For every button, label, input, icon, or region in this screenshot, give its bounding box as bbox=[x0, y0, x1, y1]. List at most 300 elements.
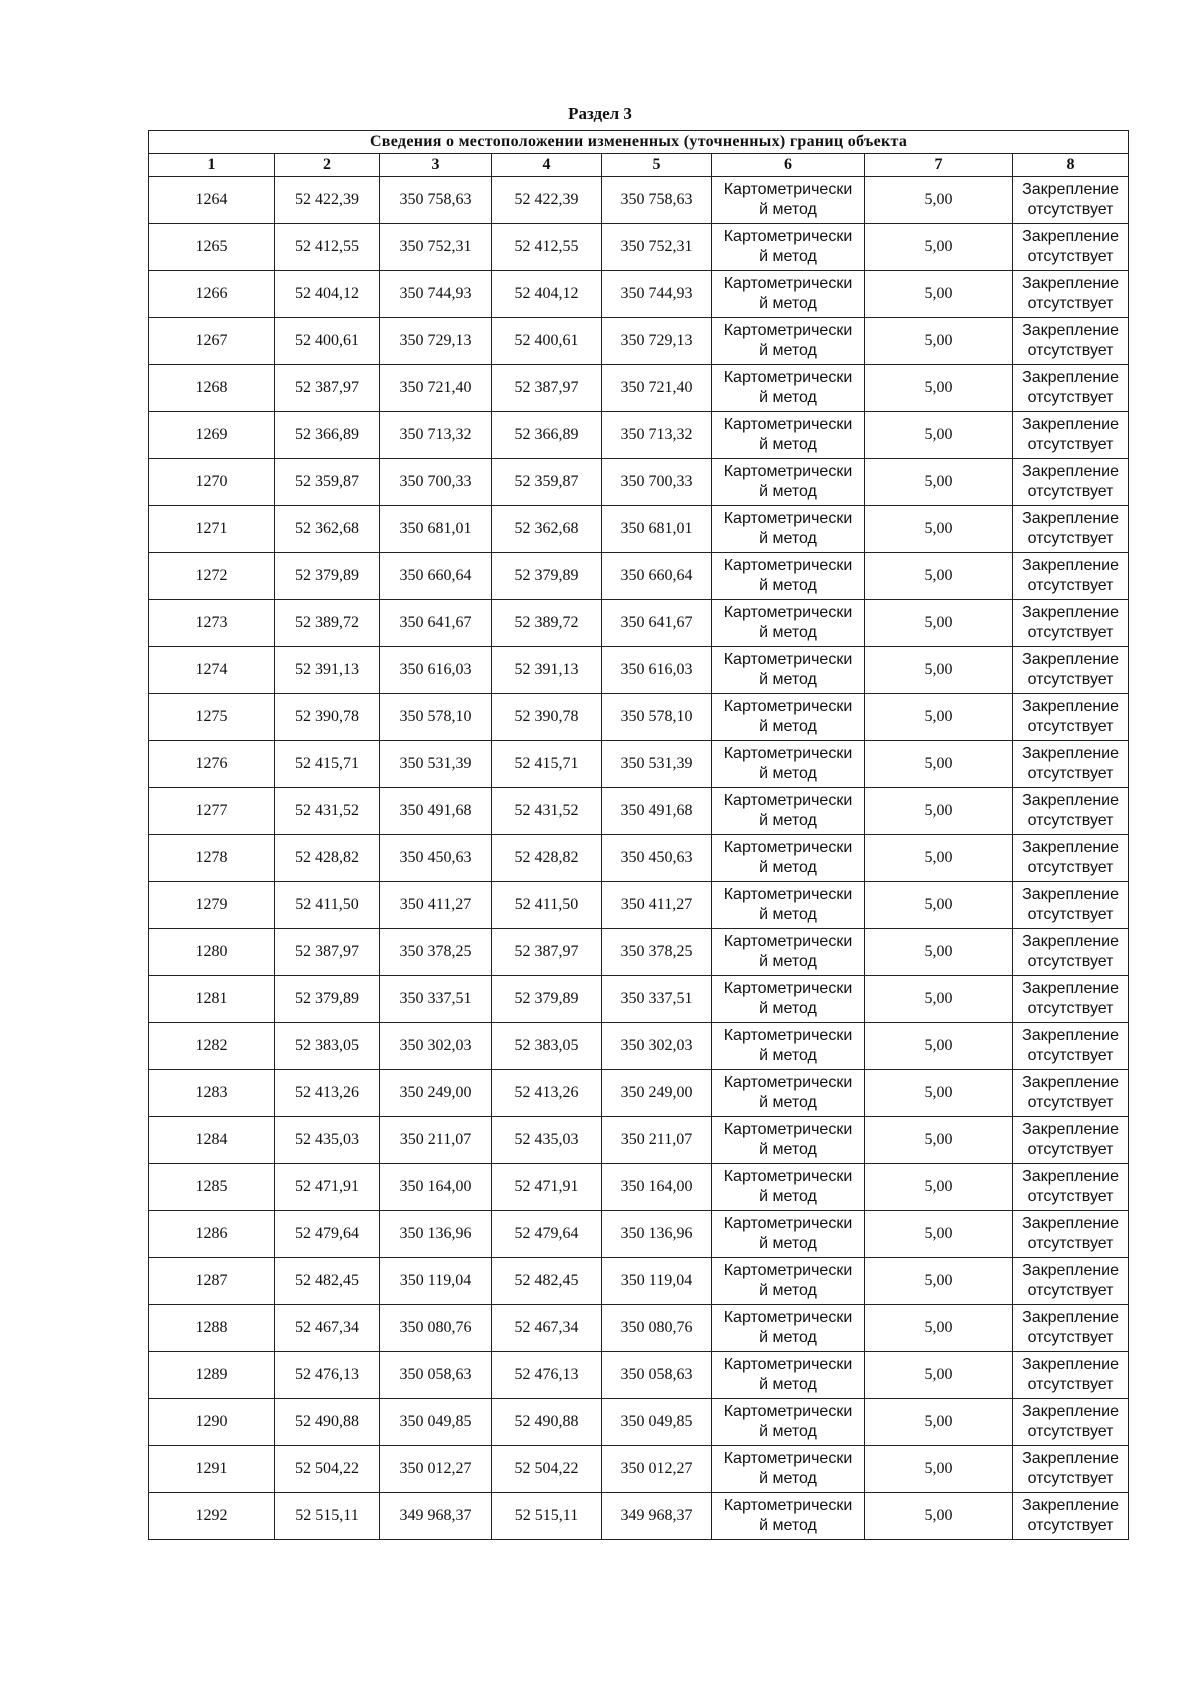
table-row bbox=[149, 1070, 1129, 1117]
fixing-line-2: отсутствует bbox=[1027, 1517, 1114, 1534]
point-number-cell: 1274 bbox=[149, 647, 275, 694]
column-number-6: 6 bbox=[712, 154, 865, 177]
accuracy-cell: 5,00 bbox=[865, 506, 1013, 553]
accuracy-cell: 5,00 bbox=[865, 177, 1013, 224]
y-old-cell: 350 249,00 bbox=[380, 1070, 492, 1117]
y-old-cell: 350 700,33 bbox=[380, 459, 492, 506]
boundary-points-table bbox=[148, 130, 1129, 1540]
fixing-line-1: Закрепление bbox=[1022, 1497, 1120, 1514]
x-new-cell: 52 476,13 bbox=[492, 1352, 602, 1399]
x-new-cell: 52 391,13 bbox=[492, 647, 602, 694]
table-row bbox=[149, 788, 1129, 835]
y-new-cell: 350 721,40 bbox=[602, 365, 712, 412]
x-new-cell: 52 362,68 bbox=[492, 506, 602, 553]
fixing-cell bbox=[1013, 1399, 1129, 1446]
x-new-cell: 52 413,26 bbox=[492, 1070, 602, 1117]
y-new-cell: 350 744,93 bbox=[602, 271, 712, 318]
fixing-line-2: отсутствует bbox=[1027, 389, 1114, 406]
table-row bbox=[149, 1211, 1129, 1258]
y-new-cell: 349 968,37 bbox=[602, 1493, 712, 1540]
x-old-cell: 52 476,13 bbox=[275, 1352, 380, 1399]
y-new-cell: 350 049,85 bbox=[602, 1399, 712, 1446]
accuracy-cell: 5,00 bbox=[865, 1070, 1013, 1117]
fixing-line-1: Закрепление bbox=[1022, 1450, 1120, 1467]
method-line-1: Картометрически bbox=[723, 1403, 853, 1420]
fixing-cell bbox=[1013, 553, 1129, 600]
accuracy-cell: 5,00 bbox=[865, 553, 1013, 600]
method-cell bbox=[712, 976, 865, 1023]
y-new-cell: 350 531,39 bbox=[602, 741, 712, 788]
point-number-cell: 1291 bbox=[149, 1446, 275, 1493]
column-number-5: 5 bbox=[602, 154, 712, 177]
x-old-cell: 52 390,78 bbox=[275, 694, 380, 741]
fixing-line-1: Закрепление bbox=[1022, 839, 1120, 856]
x-new-cell: 52 471,91 bbox=[492, 1164, 602, 1211]
fixing-line-1: Закрепление bbox=[1022, 1309, 1120, 1326]
accuracy-cell: 5,00 bbox=[865, 976, 1013, 1023]
method-cell bbox=[712, 1305, 865, 1352]
y-old-cell: 350 012,27 bbox=[380, 1446, 492, 1493]
accuracy-cell: 5,00 bbox=[865, 365, 1013, 412]
y-old-cell: 350 578,10 bbox=[380, 694, 492, 741]
column-number-8: 8 bbox=[1013, 154, 1129, 177]
method-cell bbox=[712, 835, 865, 882]
method-line-2: й метод bbox=[759, 342, 817, 359]
method-line-1: Картометрически bbox=[723, 1215, 853, 1232]
x-old-cell: 52 400,61 bbox=[275, 318, 380, 365]
y-new-cell: 350 729,13 bbox=[602, 318, 712, 365]
y-old-cell: 350 616,03 bbox=[380, 647, 492, 694]
x-old-cell: 52 413,26 bbox=[275, 1070, 380, 1117]
method-line-1: Картометрически bbox=[723, 416, 853, 433]
fixing-cell bbox=[1013, 647, 1129, 694]
x-old-cell: 52 515,11 bbox=[275, 1493, 380, 1540]
method-line-2: й метод bbox=[759, 1047, 817, 1064]
accuracy-cell: 5,00 bbox=[865, 1023, 1013, 1070]
method-line-2: й метод bbox=[759, 1470, 817, 1487]
accuracy-cell: 5,00 bbox=[865, 1258, 1013, 1305]
point-number-cell: 1278 bbox=[149, 835, 275, 882]
table-row bbox=[149, 1023, 1129, 1070]
point-number-cell: 1281 bbox=[149, 976, 275, 1023]
x-old-cell: 52 383,05 bbox=[275, 1023, 380, 1070]
fixing-cell bbox=[1013, 1211, 1129, 1258]
fixing-line-1: Закрепление bbox=[1022, 557, 1120, 574]
x-old-cell: 52 428,82 bbox=[275, 835, 380, 882]
x-old-cell: 52 471,91 bbox=[275, 1164, 380, 1211]
table-row bbox=[149, 835, 1129, 882]
method-line-1: Картометрически bbox=[723, 792, 853, 809]
fixing-cell bbox=[1013, 1493, 1129, 1540]
point-number-cell: 1277 bbox=[149, 788, 275, 835]
method-line-1: Картометрически bbox=[723, 510, 853, 527]
point-number-cell: 1276 bbox=[149, 741, 275, 788]
y-old-cell: 350 729,13 bbox=[380, 318, 492, 365]
accuracy-cell: 5,00 bbox=[865, 600, 1013, 647]
method-cell bbox=[712, 1352, 865, 1399]
column-number-3: 3 bbox=[380, 154, 492, 177]
method-cell bbox=[712, 459, 865, 506]
fixing-cell bbox=[1013, 1446, 1129, 1493]
x-new-cell: 52 431,52 bbox=[492, 788, 602, 835]
method-line-1: Картометрически bbox=[723, 1356, 853, 1373]
method-cell bbox=[712, 271, 865, 318]
table-row bbox=[149, 1164, 1129, 1211]
fixing-line-2: отсутствует bbox=[1027, 342, 1114, 359]
fixing-cell bbox=[1013, 694, 1129, 741]
fixing-cell bbox=[1013, 318, 1129, 365]
method-line-1: Картометрически bbox=[723, 886, 853, 903]
x-old-cell: 52 387,97 bbox=[275, 929, 380, 976]
method-line-1: Картометрически bbox=[723, 1027, 853, 1044]
fixing-cell bbox=[1013, 1023, 1129, 1070]
table-row bbox=[149, 647, 1129, 694]
fixing-line-2: отсутствует bbox=[1027, 248, 1114, 265]
method-line-1: Картометрически bbox=[723, 1450, 853, 1467]
accuracy-cell: 5,00 bbox=[865, 835, 1013, 882]
method-line-2: й метод bbox=[759, 1235, 817, 1252]
method-line-1: Картометрически bbox=[723, 745, 853, 762]
table-row bbox=[149, 318, 1129, 365]
method-line-1: Картометрически bbox=[723, 369, 853, 386]
y-old-cell: 350 164,00 bbox=[380, 1164, 492, 1211]
y-new-cell: 350 616,03 bbox=[602, 647, 712, 694]
method-line-2: й метод bbox=[759, 1094, 817, 1111]
y-old-cell: 350 752,31 bbox=[380, 224, 492, 271]
fixing-cell bbox=[1013, 882, 1129, 929]
method-cell bbox=[712, 1164, 865, 1211]
table-row bbox=[149, 224, 1129, 271]
table-row bbox=[149, 506, 1129, 553]
x-old-cell: 52 435,03 bbox=[275, 1117, 380, 1164]
x-old-cell: 52 412,55 bbox=[275, 224, 380, 271]
x-new-cell: 52 415,71 bbox=[492, 741, 602, 788]
x-new-cell: 52 515,11 bbox=[492, 1493, 602, 1540]
y-old-cell: 350 378,25 bbox=[380, 929, 492, 976]
method-line-2: й метод bbox=[759, 483, 817, 500]
fixing-line-1: Закрепление bbox=[1022, 1215, 1120, 1232]
y-old-cell: 350 302,03 bbox=[380, 1023, 492, 1070]
method-line-2: й метод bbox=[759, 248, 817, 265]
accuracy-cell: 5,00 bbox=[865, 741, 1013, 788]
fixing-cell bbox=[1013, 224, 1129, 271]
x-old-cell: 52 391,13 bbox=[275, 647, 380, 694]
accuracy-cell: 5,00 bbox=[865, 318, 1013, 365]
table-row bbox=[149, 600, 1129, 647]
x-old-cell: 52 482,45 bbox=[275, 1258, 380, 1305]
y-new-cell: 350 752,31 bbox=[602, 224, 712, 271]
x-new-cell: 52 428,82 bbox=[492, 835, 602, 882]
method-line-2: й метод bbox=[759, 1141, 817, 1158]
method-cell bbox=[712, 741, 865, 788]
accuracy-cell: 5,00 bbox=[865, 1164, 1013, 1211]
x-old-cell: 52 404,12 bbox=[275, 271, 380, 318]
x-old-cell: 52 422,39 bbox=[275, 177, 380, 224]
x-new-cell: 52 479,64 bbox=[492, 1211, 602, 1258]
fixing-line-2: отсутствует bbox=[1027, 295, 1114, 312]
fixing-cell bbox=[1013, 1164, 1129, 1211]
fixing-line-1: Закрепление bbox=[1022, 463, 1120, 480]
method-line-2: й метод bbox=[759, 577, 817, 594]
fixing-line-2: отсутствует bbox=[1027, 671, 1114, 688]
y-old-cell: 350 049,85 bbox=[380, 1399, 492, 1446]
table-row bbox=[149, 553, 1129, 600]
accuracy-cell: 5,00 bbox=[865, 694, 1013, 741]
y-old-cell: 350 744,93 bbox=[380, 271, 492, 318]
method-line-2: й метод bbox=[759, 201, 817, 218]
method-cell bbox=[712, 318, 865, 365]
fixing-cell bbox=[1013, 835, 1129, 882]
table-row bbox=[149, 882, 1129, 929]
accuracy-cell: 5,00 bbox=[865, 1211, 1013, 1258]
method-cell bbox=[712, 224, 865, 271]
fixing-line-2: отсутствует bbox=[1027, 1094, 1114, 1111]
method-line-2: й метод bbox=[759, 295, 817, 312]
fixing-line-2: отсутствует bbox=[1027, 483, 1114, 500]
fixing-line-1: Закрепление bbox=[1022, 792, 1120, 809]
point-number-cell: 1271 bbox=[149, 506, 275, 553]
accuracy-cell: 5,00 bbox=[865, 459, 1013, 506]
method-line-2: й метод bbox=[759, 1329, 817, 1346]
fixing-cell bbox=[1013, 365, 1129, 412]
point-number-cell: 1269 bbox=[149, 412, 275, 459]
method-cell bbox=[712, 1070, 865, 1117]
method-cell bbox=[712, 412, 865, 459]
fixing-line-2: отсутствует bbox=[1027, 530, 1114, 547]
method-line-2: й метод bbox=[759, 389, 817, 406]
point-number-cell: 1280 bbox=[149, 929, 275, 976]
table-row bbox=[149, 1399, 1129, 1446]
fixing-line-2: отсутствует bbox=[1027, 812, 1114, 829]
y-new-cell: 350 411,27 bbox=[602, 882, 712, 929]
method-line-2: й метод bbox=[759, 671, 817, 688]
point-number-cell: 1283 bbox=[149, 1070, 275, 1117]
y-new-cell: 350 700,33 bbox=[602, 459, 712, 506]
x-old-cell: 52 467,34 bbox=[275, 1305, 380, 1352]
x-old-cell: 52 411,50 bbox=[275, 882, 380, 929]
point-number-cell: 1284 bbox=[149, 1117, 275, 1164]
point-number-cell: 1287 bbox=[149, 1258, 275, 1305]
method-line-1: Картометрически bbox=[723, 1497, 853, 1514]
x-old-cell: 52 490,88 bbox=[275, 1399, 380, 1446]
accuracy-cell: 5,00 bbox=[865, 1352, 1013, 1399]
point-number-cell: 1290 bbox=[149, 1399, 275, 1446]
fixing-line-1: Закрепление bbox=[1022, 604, 1120, 621]
x-old-cell: 52 362,68 bbox=[275, 506, 380, 553]
fixing-cell bbox=[1013, 1070, 1129, 1117]
point-number-cell: 1275 bbox=[149, 694, 275, 741]
fixing-line-2: отсутствует bbox=[1027, 201, 1114, 218]
x-new-cell: 52 404,12 bbox=[492, 271, 602, 318]
y-new-cell: 350 211,07 bbox=[602, 1117, 712, 1164]
method-line-1: Картометрически bbox=[723, 933, 853, 950]
column-number-7: 7 bbox=[865, 154, 1013, 177]
method-line-1: Картометрически bbox=[723, 839, 853, 856]
table-caption: Сведения о местоположении измененных (уточненных) границ объекта bbox=[149, 131, 1129, 154]
point-number-cell: 1266 bbox=[149, 271, 275, 318]
method-line-2: й метод bbox=[759, 906, 817, 923]
y-new-cell: 350 080,76 bbox=[602, 1305, 712, 1352]
fixing-line-1: Закрепление bbox=[1022, 510, 1120, 527]
method-cell bbox=[712, 365, 865, 412]
accuracy-cell: 5,00 bbox=[865, 788, 1013, 835]
method-cell bbox=[712, 1117, 865, 1164]
point-number-cell: 1272 bbox=[149, 553, 275, 600]
point-number-cell: 1268 bbox=[149, 365, 275, 412]
fixing-line-1: Закрепление bbox=[1022, 369, 1120, 386]
fixing-cell bbox=[1013, 177, 1129, 224]
method-line-2: й метод bbox=[759, 1376, 817, 1393]
fixing-line-1: Закрепление bbox=[1022, 1356, 1120, 1373]
fixing-line-2: отсутствует bbox=[1027, 1000, 1114, 1017]
method-cell bbox=[712, 929, 865, 976]
y-old-cell: 350 491,68 bbox=[380, 788, 492, 835]
accuracy-cell: 5,00 bbox=[865, 1493, 1013, 1540]
section-title: Раздел 3 bbox=[568, 104, 632, 123]
method-cell bbox=[712, 694, 865, 741]
fixing-cell bbox=[1013, 1305, 1129, 1352]
column-number-2: 2 bbox=[275, 154, 380, 177]
y-new-cell: 350 681,01 bbox=[602, 506, 712, 553]
method-line-1: Картометрически bbox=[723, 1168, 853, 1185]
point-number-cell: 1285 bbox=[149, 1164, 275, 1211]
x-new-cell: 52 383,05 bbox=[492, 1023, 602, 1070]
fixing-line-2: отсутствует bbox=[1027, 624, 1114, 641]
fixing-line-1: Закрепление bbox=[1022, 1027, 1120, 1044]
y-old-cell: 350 136,96 bbox=[380, 1211, 492, 1258]
y-old-cell: 350 721,40 bbox=[380, 365, 492, 412]
column-number-row bbox=[149, 154, 1129, 177]
table-row bbox=[149, 271, 1129, 318]
fixing-cell bbox=[1013, 788, 1129, 835]
y-new-cell: 350 058,63 bbox=[602, 1352, 712, 1399]
accuracy-cell: 5,00 bbox=[865, 1117, 1013, 1164]
fixing-line-2: отсутствует bbox=[1027, 1282, 1114, 1299]
y-old-cell: 350 211,07 bbox=[380, 1117, 492, 1164]
y-old-cell: 350 713,32 bbox=[380, 412, 492, 459]
y-old-cell: 350 080,76 bbox=[380, 1305, 492, 1352]
method-line-1: Картометрически bbox=[723, 651, 853, 668]
method-line-2: й метод bbox=[759, 765, 817, 782]
x-old-cell: 52 504,22 bbox=[275, 1446, 380, 1493]
table-row bbox=[149, 459, 1129, 506]
point-number-cell: 1289 bbox=[149, 1352, 275, 1399]
method-line-1: Картометрически bbox=[723, 1262, 853, 1279]
method-line-2: й метод bbox=[759, 530, 817, 547]
method-line-2: й метод bbox=[759, 1517, 817, 1534]
method-cell bbox=[712, 553, 865, 600]
x-new-cell: 52 359,87 bbox=[492, 459, 602, 506]
x-new-cell: 52 379,89 bbox=[492, 553, 602, 600]
method-line-2: й метод bbox=[759, 1188, 817, 1205]
table-row bbox=[149, 365, 1129, 412]
y-new-cell: 350 302,03 bbox=[602, 1023, 712, 1070]
table-row bbox=[149, 1446, 1129, 1493]
accuracy-cell: 5,00 bbox=[865, 1305, 1013, 1352]
method-line-1: Картометрически bbox=[723, 463, 853, 480]
x-old-cell: 52 379,89 bbox=[275, 553, 380, 600]
fixing-line-2: отсутствует bbox=[1027, 1188, 1114, 1205]
fixing-line-2: отсутствует bbox=[1027, 1376, 1114, 1393]
fixing-line-1: Закрепление bbox=[1022, 933, 1120, 950]
method-line-2: й метод bbox=[759, 1423, 817, 1440]
x-new-cell: 52 482,45 bbox=[492, 1258, 602, 1305]
point-number-cell: 1273 bbox=[149, 600, 275, 647]
fixing-line-1: Закрепление bbox=[1022, 1121, 1120, 1138]
fixing-line-2: отсутствует bbox=[1027, 765, 1114, 782]
method-line-2: й метод bbox=[759, 1000, 817, 1017]
fixing-cell bbox=[1013, 1117, 1129, 1164]
fixing-line-1: Закрепление bbox=[1022, 698, 1120, 715]
y-old-cell: 350 450,63 bbox=[380, 835, 492, 882]
x-new-cell: 52 400,61 bbox=[492, 318, 602, 365]
x-old-cell: 52 389,72 bbox=[275, 600, 380, 647]
fixing-line-2: отсутствует bbox=[1027, 1470, 1114, 1487]
table-row bbox=[149, 412, 1129, 459]
method-cell bbox=[712, 1211, 865, 1258]
y-old-cell: 350 119,04 bbox=[380, 1258, 492, 1305]
fixing-cell bbox=[1013, 412, 1129, 459]
point-number-cell: 1270 bbox=[149, 459, 275, 506]
method-cell bbox=[712, 882, 865, 929]
x-new-cell: 52 366,89 bbox=[492, 412, 602, 459]
method-line-2: й метод bbox=[759, 436, 817, 453]
point-number-cell: 1265 bbox=[149, 224, 275, 271]
method-line-2: й метод bbox=[759, 953, 817, 970]
method-cell bbox=[712, 1493, 865, 1540]
method-line-1: Картометрически bbox=[723, 1074, 853, 1091]
y-new-cell: 350 578,10 bbox=[602, 694, 712, 741]
fixing-line-2: отсутствует bbox=[1027, 1423, 1114, 1440]
x-old-cell: 52 379,89 bbox=[275, 976, 380, 1023]
method-line-1: Картометрически bbox=[723, 980, 853, 997]
accuracy-cell: 5,00 bbox=[865, 271, 1013, 318]
table-row bbox=[149, 694, 1129, 741]
fixing-cell bbox=[1013, 459, 1129, 506]
y-new-cell: 350 660,64 bbox=[602, 553, 712, 600]
y-old-cell: 350 058,63 bbox=[380, 1352, 492, 1399]
method-cell bbox=[712, 1399, 865, 1446]
fixing-cell bbox=[1013, 741, 1129, 788]
method-line-2: й метод bbox=[759, 718, 817, 735]
fixing-line-1: Закрепление bbox=[1022, 1168, 1120, 1185]
x-old-cell: 52 479,64 bbox=[275, 1211, 380, 1258]
table-row bbox=[149, 741, 1129, 788]
table-row bbox=[149, 1117, 1129, 1164]
x-new-cell: 52 390,78 bbox=[492, 694, 602, 741]
x-old-cell: 52 415,71 bbox=[275, 741, 380, 788]
fixing-cell bbox=[1013, 976, 1129, 1023]
x-new-cell: 52 387,97 bbox=[492, 929, 602, 976]
method-line-1: Картометрически bbox=[723, 228, 853, 245]
fixing-line-2: отсутствует bbox=[1027, 1047, 1114, 1064]
y-new-cell: 350 758,63 bbox=[602, 177, 712, 224]
fixing-line-2: отсутствует bbox=[1027, 718, 1114, 735]
table-row bbox=[149, 1493, 1129, 1540]
fixing-line-1: Закрепление bbox=[1022, 322, 1120, 339]
fixing-cell bbox=[1013, 271, 1129, 318]
x-new-cell: 52 389,72 bbox=[492, 600, 602, 647]
method-cell bbox=[712, 1258, 865, 1305]
method-line-1: Картометрически bbox=[723, 698, 853, 715]
y-new-cell: 350 491,68 bbox=[602, 788, 712, 835]
fixing-line-1: Закрепление bbox=[1022, 416, 1120, 433]
y-old-cell: 350 411,27 bbox=[380, 882, 492, 929]
x-new-cell: 52 490,88 bbox=[492, 1399, 602, 1446]
table-row bbox=[149, 1305, 1129, 1352]
fixing-line-2: отсутствует bbox=[1027, 436, 1114, 453]
x-old-cell: 52 359,87 bbox=[275, 459, 380, 506]
